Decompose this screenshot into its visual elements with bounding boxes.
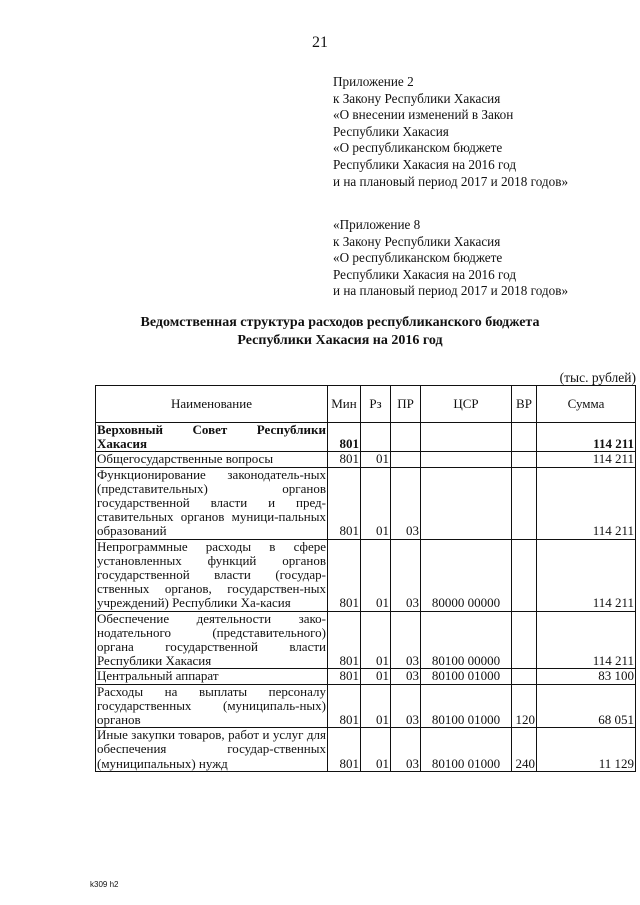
- cell-name: Непрограммные расходы в сфере установленных функций органов государственной власти (государ-ственных органов, государствен-ных учреждений) Республики Ха-касия: [97, 539, 326, 611]
- cell-rz: 01: [361, 539, 391, 611]
- annex-8-reference: [333, 217, 568, 300]
- cell-pr: 03: [391, 684, 421, 728]
- cell-min: 801: [328, 669, 361, 684]
- annex-line: Республики Хакасия на 2016 год: [333, 156, 517, 172]
- table-row: [96, 611, 636, 669]
- title-line-1: Ведомственная структура расходов республиканского бюджета: [140, 315, 540, 330]
- annex-line: «О республиканском бюджете: [333, 140, 503, 156]
- cell-name: Функционирование законодатель-ных (представительных) органов государственной власти и пред-ставительных органов муници-пальных образований: [97, 467, 326, 539]
- header-sum: Сумма: [537, 386, 636, 423]
- budget-table: [95, 385, 636, 772]
- cell-vr: [512, 611, 537, 669]
- annex-line: к Закону Республики Хакасия: [333, 233, 501, 249]
- annex-line: и на плановый период 2017 и 2018 годов»: [333, 283, 569, 299]
- table-row: [96, 452, 636, 467]
- document-title: [60, 314, 620, 350]
- cell-sum: 114 211: [537, 467, 636, 539]
- annex-line: к Закону Республики Хакасия: [333, 90, 501, 106]
- cell-vr: [512, 669, 537, 684]
- cell-name: Центральный аппарат: [96, 669, 328, 684]
- cell-csr: 80100 00000: [421, 611, 512, 669]
- cell-min: 801: [328, 539, 361, 611]
- header-name: Наименование: [96, 386, 328, 423]
- cell-rz: 01: [361, 728, 391, 772]
- cell-sum: 11 129: [537, 728, 636, 772]
- cell-name: Общегосударственные вопросы: [96, 452, 328, 467]
- annex-line: Приложение 2: [333, 74, 414, 89]
- table-row: [96, 728, 636, 772]
- cell-pr: 03: [391, 669, 421, 684]
- cell-rz: 01: [361, 452, 391, 467]
- cell-name: Обеспечение деятельности зако-нодательного (представительного) органа государственной власти Республики Хакасия: [97, 611, 326, 669]
- cell-sum: 114 211: [537, 452, 636, 467]
- page-number: 21: [312, 34, 328, 51]
- cell-name: Верховный Совет Республики Хакасия: [97, 422, 326, 452]
- cell-name: Иные закупки товаров, работ и услуг для обеспечения государ-ственных (муниципальных) нужд: [97, 727, 326, 771]
- cell-min: 801: [328, 452, 361, 467]
- annex-line: «Приложение 8: [333, 217, 421, 232]
- annex-line: «О внесении изменений в Закон: [333, 107, 514, 123]
- cell-min: 801: [328, 467, 361, 539]
- cell-min: 801: [328, 423, 361, 452]
- cell-min: 801: [328, 728, 361, 772]
- cell-pr: 03: [391, 539, 421, 611]
- cell-rz: 01: [361, 467, 391, 539]
- units-label: (тыс. рублей): [559, 370, 636, 385]
- cell-vr: 120: [512, 684, 537, 728]
- cell-rz: [361, 423, 391, 452]
- cell-name: Расходы на выплаты персоналу государственных (муниципаль-ных) органов: [97, 684, 326, 728]
- cell-csr: 80000 00000: [421, 539, 512, 611]
- annex-line: «О республиканском бюджете: [333, 250, 503, 266]
- annex-line: и на плановый период 2017 и 2018 годов»: [333, 173, 569, 189]
- cell-csr: [421, 423, 512, 452]
- cell-sum: 114 211: [537, 423, 636, 452]
- table-header-row: [96, 386, 636, 423]
- cell-min: 801: [328, 684, 361, 728]
- cell-vr: 240: [512, 728, 537, 772]
- header-vr: ВР: [512, 386, 537, 423]
- cell-csr: 80100 01000: [421, 684, 512, 728]
- cell-rz: 01: [361, 669, 391, 684]
- cell-pr: [391, 452, 421, 467]
- cell-vr: [512, 452, 537, 467]
- title-line-2: Республики Хакасия на 2016 год: [237, 333, 443, 348]
- table-row: [96, 684, 636, 728]
- header-pr: ПР: [391, 386, 421, 423]
- cell-sum: 114 211: [537, 611, 636, 669]
- header-rz: Рз: [361, 386, 391, 423]
- cell-rz: 01: [361, 684, 391, 728]
- cell-vr: [512, 539, 537, 611]
- annex-line: Республики Хакасия: [333, 123, 449, 139]
- cell-pr: [391, 423, 421, 452]
- cell-vr: [512, 423, 537, 452]
- cell-sum: 68 051: [537, 684, 636, 728]
- cell-csr: [421, 452, 512, 467]
- cell-pr: 03: [391, 611, 421, 669]
- table-row: [96, 669, 636, 684]
- table-row: [96, 539, 636, 611]
- cell-csr: [421, 467, 512, 539]
- cell-pr: 03: [391, 728, 421, 772]
- annex-line: Республики Хакасия на 2016 год: [333, 266, 517, 282]
- header-min: Мин: [328, 386, 361, 423]
- cell-csr: 80100 01000: [421, 728, 512, 772]
- cell-min: 801: [328, 611, 361, 669]
- cell-pr: 03: [391, 467, 421, 539]
- header-csr: ЦСР: [421, 386, 512, 423]
- annex-2-reference: [333, 74, 568, 190]
- cell-rz: 01: [361, 611, 391, 669]
- table-row: [96, 423, 636, 452]
- cell-csr: 80100 01000: [421, 669, 512, 684]
- cell-sum: 83 100: [537, 669, 636, 684]
- cell-vr: [512, 467, 537, 539]
- footer-code: k309 h2: [90, 880, 119, 889]
- table-row: [96, 467, 636, 539]
- cell-sum: 114 211: [537, 539, 636, 611]
